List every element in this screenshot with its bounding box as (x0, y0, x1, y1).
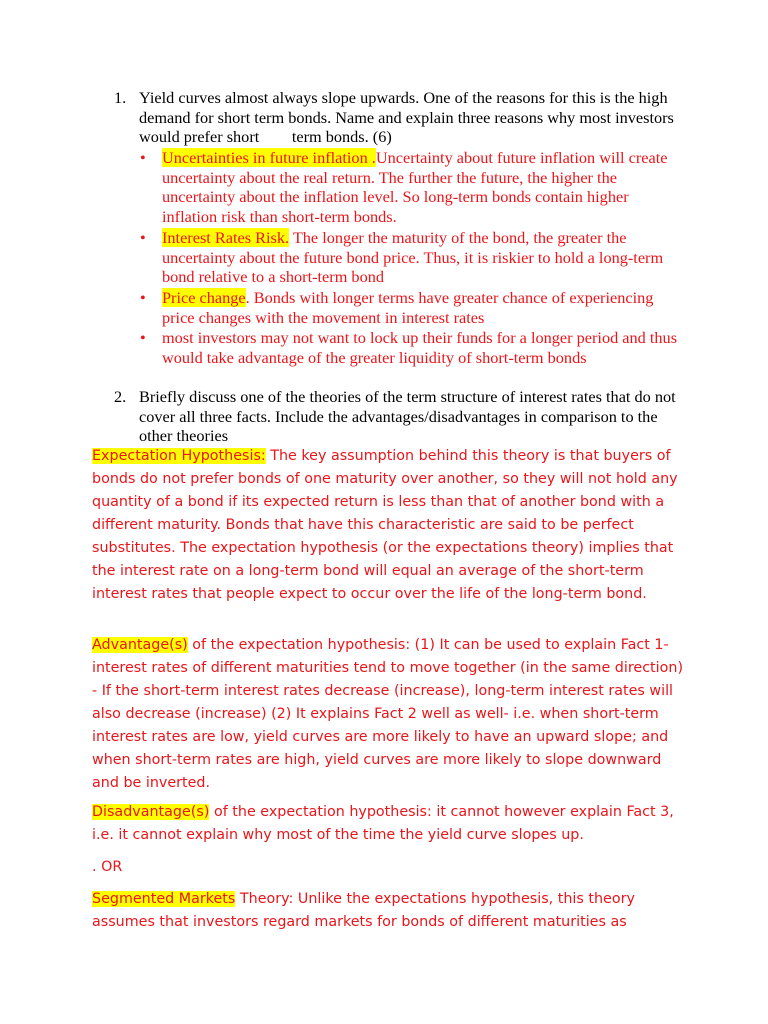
bullet-marker: • (140, 228, 146, 247)
bullet-marker: • (140, 288, 146, 307)
answer-heading: Advantage(s) (92, 637, 188, 653)
bullet-marker: • (140, 328, 146, 347)
answer-heading: Disadvantage(s) (92, 804, 210, 820)
bullet-heading: Price change (162, 288, 246, 307)
bullet-text: Uncertainty about future inflation will create uncertainty about the real return. The further the future, the higher the uncertainty about the inflation level. So long-term bonds contain higher inflation risk than short-term bonds. (162, 148, 668, 227)
answer-text: . OR (92, 859, 123, 875)
question-1 (114, 88, 679, 147)
answer-text: Theory: Unlike the expectations hypothesis, this theory assumes that investors regard markets for bonds of different maturities as (92, 891, 635, 930)
answer-heading: Expectation Hypothesis: (92, 448, 266, 464)
bullet-item-inflation (140, 148, 687, 227)
bullet-text: . Bonds with longer terms have greater chance of experiencing price changes with the movement in interest rates (162, 288, 654, 327)
answer-expectation-hypothesis (92, 445, 692, 606)
answer-segmented-markets (92, 888, 692, 934)
bullet-heading: Interest Rates Risk. (162, 228, 290, 247)
bullet-item-price-change (140, 288, 687, 327)
bullet-item-liquidity (140, 328, 687, 367)
answer-heading: Segmented Markets (92, 891, 236, 907)
question-text: Yield curves almost always slope upwards. One of the reasons for this is the high demand for short term bonds. Name and explain three reasons why most investors would prefer short term bonds. (6) (139, 88, 678, 147)
question-number: 1. (114, 88, 127, 107)
bullet-text: The longer the maturity of the bond, the greater the uncertainty about the future bond price. Thus, it is riskier to hold a long-term bond relative to a short-term bond (162, 228, 664, 287)
answer-disadvantages (92, 801, 692, 847)
question-text: Briefly discuss one of the theories of the term structure of interest rates that do not cover all three facts. Include the advantages/disadvantages in comparison to the other theories (139, 387, 676, 446)
answer-advantages (92, 634, 692, 795)
answer-text: of the expectation hypothesis: it cannot however explain Fact 3, i.e. it cannot explain why most of the time the yield curve slopes up. (92, 804, 674, 843)
bullet-heading: Uncertainties in future inflation . (162, 148, 376, 167)
bullet-item-interest-rate-risk (140, 228, 687, 287)
question-number: 2. (114, 387, 127, 406)
answer-text: The key assumption behind this theory is that buyers of bonds do not prefer bonds of one maturity over another, so they will not hold any quantity of a bond if its expected return is less than that of another bond with a different maturity. Bonds that have this characteristic are said to be perfect substitutes. The expectation hypothesis (or the expectations theory) implies that the interest rate on a long-term bond will equal an average of the short-term interest rates that people expect to occur over the life of the long-term bond. (92, 448, 678, 602)
question-2 (114, 387, 679, 446)
bullet-text: most investors may not want to lock up their funds for a longer period and thus would take advantage of the greater liquidity of short-term bonds (162, 328, 678, 367)
bullet-marker: • (140, 148, 146, 167)
answer-or-separator (92, 856, 692, 879)
answer-text: of the expectation hypothesis: (1) It can be used to explain Fact 1-interest rates of different maturities tend to move together (in the same direction) - If the short-term interest rates decrease (increase), long-term interest rates will also decrease (increase) (2) It explains Fact 2 well as well- i.e. when short-term interest rates are low, yield curves are more likely to have an upward slope; and when short-term rates are high, yield curves are more likely to slope downward and be inverted. (92, 637, 684, 791)
